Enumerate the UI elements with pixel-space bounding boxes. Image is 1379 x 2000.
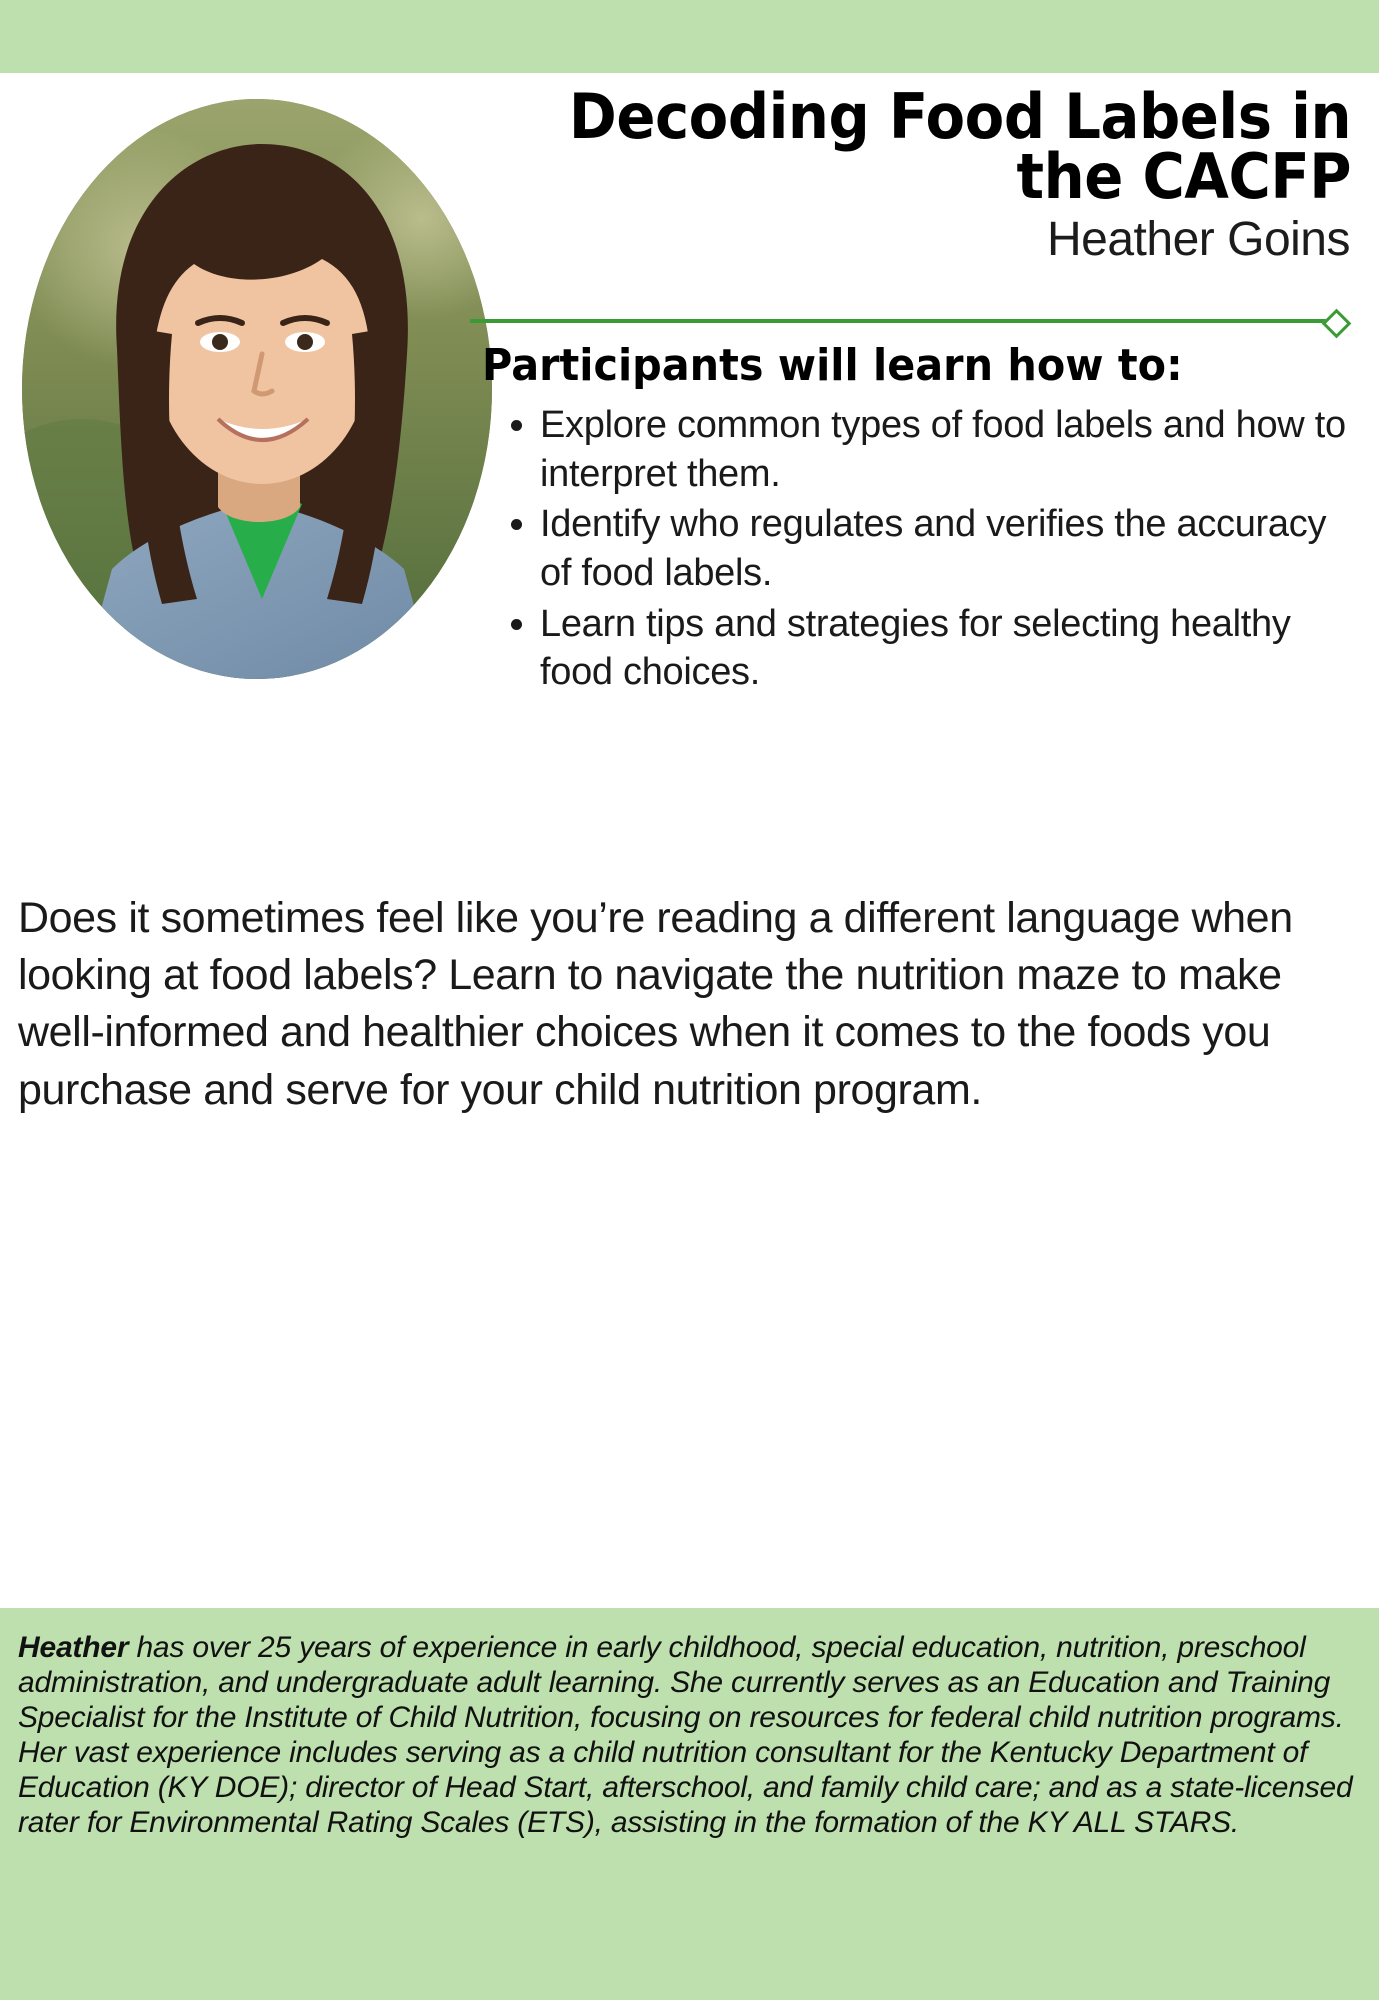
diamond-icon bbox=[1322, 309, 1352, 339]
page-title: Decoding Food Labels in the CACFP bbox=[568, 80, 1352, 213]
objectives-list bbox=[482, 401, 1362, 697]
session-description: Does it sometimes feel like you’re reading a different language when looking at food labels? Learn to navigate the nutrition maze to make well-informed and healthier choices when it comes to the foods you purchase and serve for your child nutrition program. bbox=[18, 894, 1293, 1114]
title-block bbox=[470, 80, 1365, 267]
bio-name: Heather bbox=[18, 1631, 129, 1664]
bio-text: has over 25 years of experience in early childhood, special education, nutrition, preschool administration, and undergraduate adult learning. She currently serves as an Education and Training Specialist for the Institute of Child Nutrition, focusing on resources for federal child nutrition programs. Her vast experience includes serving as a child nutrition consultant for the Kentucky Department of Education (KY DOE); director of Head Start, afterschool, and family child care; and as a state-licensed rater for Environmental Rating Scales (ETS), assisting in the formation of the KY ALL STARS. bbox=[18, 1631, 1353, 1840]
divider-rule bbox=[470, 310, 1354, 332]
presenter-bio bbox=[18, 1630, 1363, 1841]
list-item: • Learn tips and strategies for selecting healthy food choices. bbox=[540, 600, 1362, 697]
list-item: • Identify who regulates and verifies the accuracy of food labels. bbox=[540, 500, 1362, 597]
headshot-photo-illustration bbox=[22, 99, 492, 679]
objectives-section bbox=[482, 340, 1362, 699]
list-item: • Explore common types of food labels and how to interpret them. bbox=[540, 401, 1362, 498]
divider-line bbox=[470, 319, 1330, 323]
presenter-name: Heather Goins bbox=[1047, 213, 1350, 267]
objectives-heading: Participants will learn how to: bbox=[482, 340, 1183, 391]
top-green-band bbox=[0, 0, 1379, 73]
presenter-portrait bbox=[22, 99, 492, 679]
header-section bbox=[0, 73, 1379, 323]
